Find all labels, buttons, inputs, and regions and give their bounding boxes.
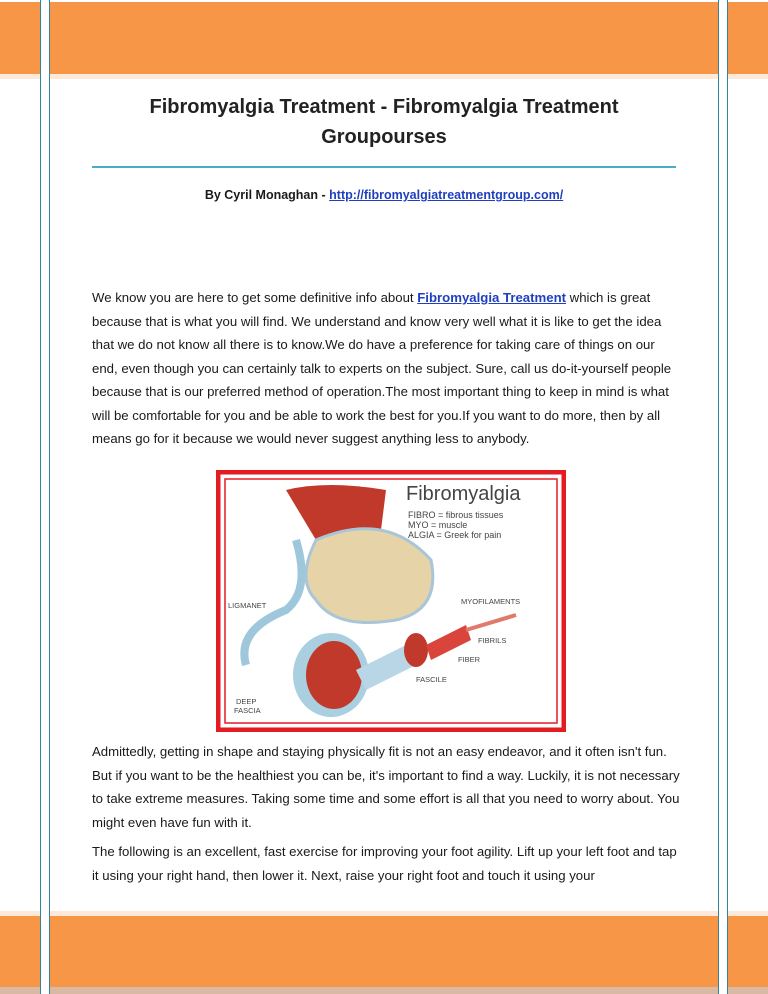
paragraph-3: The following is an excellent, fast exercise for improving your foot agility. Lift up your left foot and tap it using your right hand, then lower it. Next, raise your right foot and touch it using your	[92, 844, 677, 883]
label-ligament: LIGMANET	[228, 601, 267, 610]
legend-myo: MYO = muscle	[408, 520, 468, 530]
fascicle-cross-section	[404, 633, 428, 667]
site-link[interactable]: http://fibromyalgiatreatmentgroup.com/	[329, 188, 564, 202]
fibromyalgia-treatment-link[interactable]: Fibromyalgia Treatment	[417, 290, 567, 305]
page-title: Fibromyalgia Treatment - Fibromyalgia Treatment Groupourses	[149, 96, 619, 148]
paragraph-2: Admittedly, getting in shape and staying physically fit is not an easy endeavor, and it often isn't fun. But if you want to be the healthiest you can be, it's important to find a way. Luckily, it is not necessary to take extreme measures. Taking some time and some effort is all that you need to worry about. You might even have fun with it.	[92, 744, 680, 830]
figure-heading: Fibromyalgia	[406, 483, 521, 505]
footer-edge	[0, 987, 768, 994]
fibromyalgia-figure	[216, 470, 566, 732]
right-margin-line	[718, 0, 719, 994]
label-myofilaments: MYOFILAMENTS	[461, 597, 521, 606]
label-fascile: FASCILE	[416, 675, 447, 684]
byline	[92, 188, 676, 202]
left-margin-gap	[41, 0, 49, 994]
bone-shape	[306, 529, 433, 623]
label-fiber: FIBER	[458, 655, 481, 664]
footer-band	[0, 916, 768, 987]
title-rule	[92, 166, 676, 168]
fascia-cross-section	[306, 641, 362, 709]
header-band	[0, 2, 768, 74]
label-deep: DEEP	[236, 697, 257, 706]
left-margin-line	[40, 0, 41, 994]
para1-text: We know you are here to get some definitive info about	[92, 290, 418, 305]
left-margin-line-inner	[49, 0, 50, 994]
author: By Cyril Monaghan -	[204, 188, 330, 202]
label-fascia: FASCIA	[234, 706, 261, 715]
right-margin-gap	[719, 0, 727, 994]
label-fibrils: FIBRILS	[478, 636, 507, 645]
legend-algia: ALGIA = Greek for pain	[408, 530, 502, 540]
header-strip	[0, 74, 768, 79]
para1-text-rest: which is great because that is what you will find. We understand and know very well what it is like to get the idea that we do not know all there is to know.We do have a preference for taking care of things on our end, even though you can certainly talk to experts on the subject. Sure, call us do-it-yourself people because that is our preferred method of operation.The most important thing to keep in mind is what will be comfortable for you and be able to work the best for you.If you want to do more, then by all means go for it because we would never suggest anything less to anybody.	[92, 290, 672, 446]
legend-fibro: FIBRO = fibrous tissues	[408, 510, 504, 520]
right-margin-line-outer	[727, 0, 728, 994]
paragraph-1	[92, 286, 682, 451]
